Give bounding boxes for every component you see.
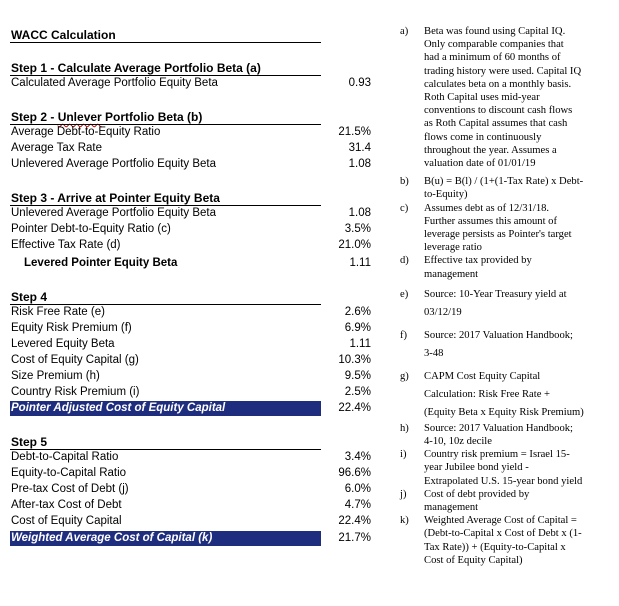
footnote-line: Extrapolated U.S. 15-year bond yield [424,475,583,487]
footnote-text [424,286,616,322]
step5-row-value: 6.0% [344,483,371,495]
step3-rule [10,205,321,206]
step5-row-label: After-tax Cost of Debt [11,499,122,511]
step3-result-label: Levered Pointer Equity Beta [24,257,178,269]
footnote-line: throughout the year. Assumes a [424,144,557,156]
step4-row-label: Country Risk Premium (i) [11,386,140,398]
step4-row-value: 10.3% [338,354,371,366]
step3-result-value: 1.11 [349,257,371,269]
footnote-text [424,25,616,170]
step5-row-value: 3.4% [344,451,371,463]
footnote-marker: a) [400,26,409,37]
footnote-item [400,286,616,322]
step5-row-value: 96.6% [338,467,371,479]
step4-row-value: 6.9% [344,322,371,334]
footnote-line: Beta was found using Capital IQ. [424,26,566,37]
footnote-marker: e) [400,288,409,300]
step4-row-value: 2.6% [344,306,371,318]
footnote-line: Further assumes this amount of [424,215,557,227]
step1-row-value: 0.93 [348,77,371,89]
footnote-text [424,488,616,514]
step5-result-value: 21.7% [338,532,371,544]
footnote-item [400,448,616,488]
step3-heading: Step 3 - Arrive at Pointer Equity Beta [11,191,220,205]
footnote-item [400,254,616,280]
footnote-text [424,422,616,448]
step5-result-label: Weighted Average Cost of Capital (k) [11,532,213,544]
footnote-text [424,368,616,422]
title-rule [10,42,321,43]
footnote-marker: i) [400,449,407,461]
step4-row-label: Levered Equity Beta [11,338,115,350]
step5-rule [10,449,321,450]
footnote-marker: c) [400,202,409,214]
footnote-marker: b) [400,176,409,188]
footnote-line: Tax Rate)) + (Equity-to-Capital x [424,541,566,553]
footnote-line: leverage persists as Pointer's target [424,229,572,241]
footnote-text [424,254,616,280]
footnote-line: Country risk premium = Israel 15- [424,449,570,461]
footnote-line: Source: 2017 Valuation Handbook; [424,422,573,434]
footnote-item [400,422,616,448]
footnote-line: Calculation: Risk Free Rate + [424,388,551,400]
step2-heading-suffix: Portfolio Beta (b) [101,110,203,124]
footnote-line: conventions to discount cash flows [424,105,573,117]
footnote-line: Roth Capital uses mid-year [424,92,540,104]
footnote-line: valuation date of 01/01/19 [424,158,536,170]
step3-row-value: 21.0% [338,239,371,251]
footnote-line: management [424,268,479,280]
footnote-line: 03/12/19 [424,306,462,318]
step3-row-value: 3.5% [344,223,371,235]
step4-heading: Step 4 [11,290,48,304]
footnote-line: calculates beta on a monthly basis. [424,78,572,90]
footnote-marker: g) [400,370,409,382]
footnote-text [424,202,616,255]
footnote-marker: j) [400,488,407,500]
step4-row-label: Equity Risk Premium (f) [11,322,132,334]
step3-row-label: Effective Tax Rate (d) [11,239,121,251]
step3-row-label: Pointer Debt-to-Equity Ratio (c) [11,223,171,235]
footnote-line: year Jubilee bond yield - [424,462,529,474]
footnote-line: CAPM Cost Equity Capital [424,370,541,382]
footnote-item [400,327,616,363]
footnote-text [424,327,616,363]
footnote-line: B(u) = B(l) / (1+(1-Tax Rate) x Debt- [424,176,584,188]
step5-row-label: Cost of Equity Capital [11,515,122,527]
footnotes [400,25,616,567]
step1-row-label: Calculated Average Portfolio Equity Beta [11,77,218,89]
footnote-line: 3-48 [424,347,444,359]
step3-row-value: 1.08 [348,207,371,219]
step4-row-label: Size Premium (h) [11,370,100,382]
footnote-line: Source: 10-Year Treasury yield at [424,288,567,300]
step4-row-value: 9.5% [344,370,371,382]
footnote-line: 4-10, 10z decile [424,436,492,448]
footnote-line: Effective tax provided by [424,255,532,267]
step2-heading-misspelled-word: Unlever [57,110,102,124]
footnote-line: to-Equity) [424,189,468,201]
footnote-line: trading history were used. Capital IQ [424,65,582,77]
step2-heading-prefix: Step 2 - [11,110,58,124]
footnote-marker: d) [400,255,409,267]
footnote-line: flows come in continuously [424,131,542,143]
step4-result-value: 22.4% [338,402,371,414]
step2-rule [10,124,321,125]
step5-row-label: Pre-tax Cost of Debt (j) [11,483,129,495]
footnote-item [400,488,616,514]
footnote-line: Weighted Average Cost of Capital = [424,515,577,527]
step2-row-value: 31.4 [348,142,371,154]
step2-row-value: 1.08 [348,158,371,170]
footnote-line: Only comparable companies that [424,39,564,51]
step4-row-label: Risk Free Rate (e) [11,306,105,318]
step3-row-label: Unlevered Average Portfolio Equity Beta [11,207,216,219]
footnote-text [424,514,616,567]
footnote-marker: k) [400,515,409,527]
footnote-marker: h) [400,422,409,434]
footnote-line: Cost of debt provided by [424,488,530,500]
footnote-line: as Roth Capital assumes that cash [424,118,568,130]
step4-row-value: 2.5% [344,386,371,398]
footnote-item [400,368,616,422]
footnote-item [400,202,616,255]
footnote-line: Assumes debt as of 12/31/18. [424,202,550,214]
footnote-text [424,175,616,201]
step4-result-label: Pointer Adjusted Cost of Equity Capital [11,402,226,414]
step4-rule [10,304,321,305]
footnote-text [424,448,616,488]
footnote-line: (Debt-to-Capital x Cost of Debt x (1- [424,528,582,540]
footnote-item [400,175,616,201]
step5-row-label: Equity-to-Capital Ratio [11,467,127,479]
step2-row-label: Average Debt-to-Equity Ratio [11,126,161,138]
footnote-line: Source: 2017 Valuation Handbook; [424,329,573,341]
footnote-marker: f) [400,329,408,341]
step2-row-label: Average Tax Rate [11,142,102,154]
footnote-line: Cost of Equity Capital) [424,554,523,566]
step4-row-value: 1.11 [349,338,371,350]
footnote-line: had a minimum of 60 months of [424,52,561,64]
step1-heading: Step 1 - Calculate Average Portfolio Beta (a) [11,61,261,75]
footnote-line: management [424,502,479,514]
footnote-line: (Equity Beta x Equity Risk Premium) [424,406,584,418]
footnote-line: leverage ratio [424,242,482,254]
step2-heading [11,110,202,124]
step5-row-value: 22.4% [338,515,371,527]
footnote-item [400,25,616,170]
step2-row-label: Unlevered Average Portfolio Equity Beta [11,158,216,170]
footnote-item [400,514,616,567]
step4-row-label: Cost of Equity Capital (g) [11,354,139,366]
step1-rule [10,75,321,76]
step5-row-label: Debt-to-Capital Ratio [11,451,119,463]
step2-row-value: 21.5% [338,126,371,138]
page-title: WACC Calculation [11,28,116,42]
step5-heading: Step 5 [11,435,48,449]
step5-row-value: 4.7% [344,499,371,511]
